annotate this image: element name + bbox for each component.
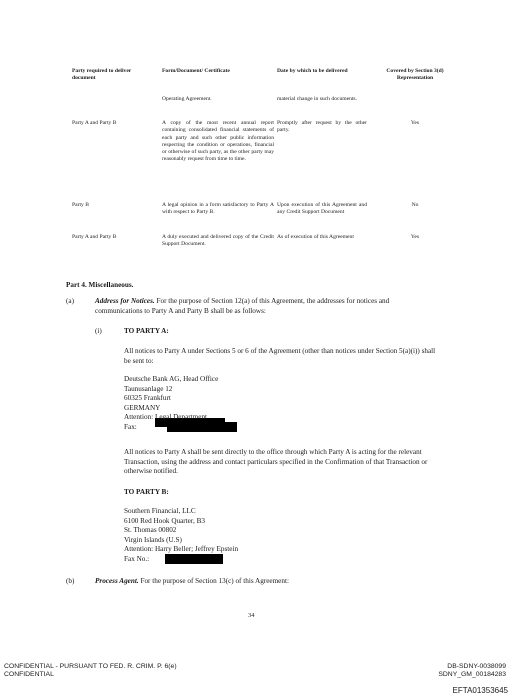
item-b-label: (b) xyxy=(66,577,75,585)
row-party: Party A and Party B xyxy=(72,120,117,126)
item-b-text: For the purpose of Section 13(c) of this Agreement: xyxy=(140,577,289,585)
bates-number-db: DB-SDNY-0038099 xyxy=(447,663,506,670)
attention-label: Attention: xyxy=(124,413,154,421)
attention-b-value: Harry Beller; Jeffrey Epstein xyxy=(154,545,239,553)
carryover-doc: Operating Agreement. xyxy=(162,96,212,102)
redaction-box xyxy=(165,554,223,564)
row-document: A legal opinion in a form satisfactory to Party A with respect to Party B. xyxy=(162,202,274,216)
address-a-line: Deutsche Bank AG, Head Office xyxy=(124,375,219,383)
row-party: Party B xyxy=(72,202,89,208)
attention-a-value: Legal Department xyxy=(155,413,207,423)
address-b-line: Virgin Islands (U.S) xyxy=(124,535,182,544)
fax-label: Fax: xyxy=(124,422,137,431)
fax-no-label: Fax No.: xyxy=(124,554,150,563)
table-header-row xyxy=(72,68,452,92)
item-b-title: Process Agent. xyxy=(95,577,139,585)
item-a-title: Address for Notices. xyxy=(95,297,155,305)
item-a-text: For the purpose of Section 12(a) of this Agreement, the addresses for notices and communications to Party A and Party B shall be as follows: xyxy=(95,297,390,315)
address-b-line: 6100 Red Hook Quarter, B3 xyxy=(124,516,205,525)
page-number: 34 xyxy=(248,612,255,619)
address-b-line: St. Thomas 00802 xyxy=(124,526,177,534)
table-row xyxy=(72,234,452,264)
notice-a-text: All notices to Party A under Sections 5 or 6 of the Agreement (other than notices under Section 5(a)(i)) shall be sent to: xyxy=(124,347,436,365)
header-party: Party required to deliver document xyxy=(72,68,132,82)
row-covered: Yes xyxy=(410,234,420,240)
address-a xyxy=(124,375,218,432)
row-document: A copy of the most recent annual report containing consolidated financial statements of each party and such other public information respecting the condition or operations, financial or otherwise of such party, as the other party may reasonably request from time to time. xyxy=(162,120,274,163)
carryover-date: material change in such documents. xyxy=(277,96,357,102)
footer-right xyxy=(438,663,506,680)
confidential-notice: CONFIDENTIAL - PURSUANT TO FED. R. CRIM. P. 6(e) xyxy=(4,663,177,670)
item-b-paragraph xyxy=(95,577,435,587)
row-covered: No xyxy=(411,202,419,208)
bates-number-sdny: SDNY_GM_00184283 xyxy=(438,671,506,679)
redaction-box xyxy=(167,422,237,432)
table-row-carryover xyxy=(72,96,452,120)
table-row xyxy=(72,120,452,202)
header-date: Date by which to be delivered xyxy=(277,68,348,74)
header-document: Form/Document/ Certificate xyxy=(162,68,230,74)
table-row xyxy=(72,202,452,234)
row-document: A duly executed and delivered copy of the Credit Support Document. xyxy=(162,234,274,248)
delivery-table xyxy=(72,68,452,264)
transaction-text: All notices to Party A shall be sent directly to the office through which Party A is acting for the relevant Transaction, using the address and contact particulars specified in the Confirmation of that Transaction or otherwise notified. xyxy=(124,448,428,475)
footer-left xyxy=(4,663,177,680)
address-b xyxy=(124,507,238,564)
item-a-paragraph xyxy=(95,297,435,316)
header-covered: Covered by Section 3(d) Representation xyxy=(386,68,444,82)
address-b-line: Southern Financial, LLC xyxy=(124,507,196,515)
row-date: Upon execution of this Agreement and any Credit Support Document xyxy=(277,202,367,216)
fax-b-line xyxy=(124,555,238,565)
item-a-label: (a) xyxy=(66,297,74,305)
to-party-b-heading: TO PARTY B: xyxy=(124,488,169,496)
row-date: Promptly after request by the other party. xyxy=(277,120,367,134)
address-a-line: 60325 Frankfurt xyxy=(124,394,171,402)
row-date: As of execution of this Agreement xyxy=(277,234,354,240)
to-party-a-heading: TO PARTY A: xyxy=(124,327,169,335)
attention-label: Attention: xyxy=(124,545,154,553)
part4-heading: Part 4. Miscellaneous. xyxy=(66,281,134,289)
bates-number-efta: EFTA01353645 xyxy=(452,686,508,695)
address-a-line: Taunusanlage 12 xyxy=(124,384,173,393)
address-a-line: GERMANY xyxy=(124,403,161,412)
item-i-label: (i) xyxy=(95,327,102,335)
row-party: Party A and Party B xyxy=(72,234,117,240)
fax-a-line xyxy=(124,423,218,433)
row-covered: Yes xyxy=(410,120,420,126)
confidential-label: CONFIDENTIAL xyxy=(4,671,54,679)
